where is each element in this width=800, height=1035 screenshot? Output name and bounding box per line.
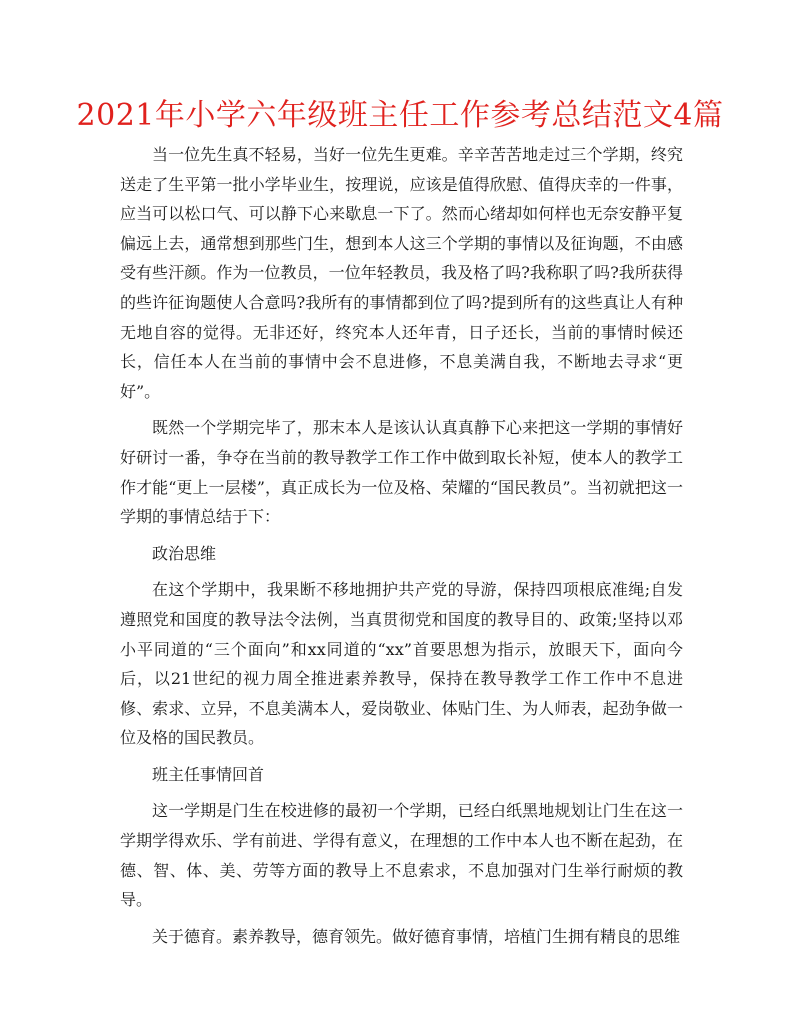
paragraph-intro: 当一位先生真不轻易，当好一位先生更难。辛辛苦苦地走过三个学期，终究送走了生平第一批小学毕业生，按理说，应该是值得欣慰、值得庆幸的一件事，应当可以松口气、可以静下心来歇息一下了。然而心绪却如何样也无奈安静平复偏远上去，通常想到那些门生，想到本人这三个学期的事情以及征询题，不由感受有些汗颜。作为一位教员，一位年轻教员，我及格了吗?我称职了吗?我所获得的些许征询题使人合意吗?我所有的事情都到位了吗?提到所有的这些真让人有种无地自容的觉得。无非还好，终究本人还年青，日子还长，当前的事情时候还长，信任本人在当前的事情中会不息进修，不息美满自我，不断地去寻求“更好”。: [120, 145, 683, 401]
document-title: 2021年小学六年级班主任工作参考总结范文4篇: [76, 98, 724, 133]
paragraph-class-teacher-review: 这一学期是门生在校进修的最初一个学期，已经白纸黑地规划让门生在这一学期学得欢乐、学有前进、学得有意义，在理想的工作中本人也不断在起劲，在德、智、体、美、劳等方面的教导上不息索求，不息加强对门生举行耐烦的教导。: [120, 801, 683, 910]
section-heading-class-teacher-review: 班主任事情回首: [152, 764, 265, 784]
section-heading-political-thought: 政治思维: [152, 543, 217, 563]
document-body: [120, 140, 683, 951]
paragraph-summary-intro: 既然一个学期完毕了，那末本人是该认认真真静下心来把这一学期的事情好好研讨一番，争夺在当前的教导教学工作工作中做到取长补短，使本人的教学工作才能“更上一层楼”，真正成长为一位及格、荣耀的“国民教员”。当初就把这一学期的事情总结于下：: [120, 418, 683, 527]
paragraph-political-thought: 在这个学期中，我果断不移地拥护共产党的导游，保持四项根底准绳;自发遵照党和国度的教导法令法例，当真贯彻党和国度的教导目的、政策;坚持以邓小平同道的“三个面向”和xx同道的“xx”首要思想为指示，放眼天下，面向今后，以21世纪的视力周全推进素养教导，保持在教导教学工作工作中不息进修、索求、立异，不息美满本人，爱岗敬业、体贴门生、为人师表，起劲争做一位及格的国民教员。: [120, 580, 683, 748]
paragraph-moral-education: 关于德育。素养教导，德育领先。做好德育事情，培植门生拥有精良的思维: [152, 926, 681, 946]
